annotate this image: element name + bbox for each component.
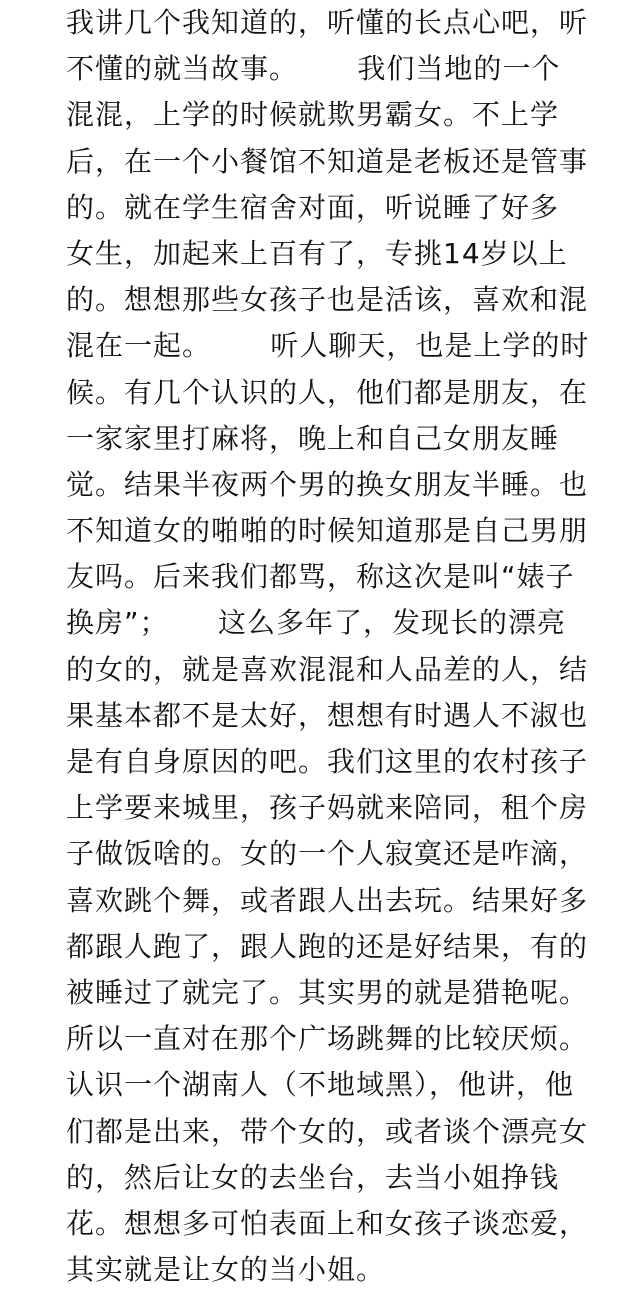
- text-line: 友吗。后来我们都骂，称这次是叫“婊子: [66, 560, 575, 594]
- text-line: 的，然后让女的去坐台，去当小姐挣钱: [66, 1160, 560, 1194]
- text-line: 喜欢跳个舞，或者跟人出去玩。结果好多: [66, 883, 589, 917]
- text-line: 花。想想多可怕表面上和女孩子谈恋爱，: [66, 1206, 589, 1240]
- text-line: 果基本都不是太好，想想有时遇人不淑也: [66, 698, 589, 732]
- text-line: 候。有几个认识的人，他们都是朋友，在: [66, 375, 589, 409]
- text-line: 不知道女的啪啪的时候知道那是自己男朋: [66, 514, 589, 548]
- text-line: 女生，加起来上百有了，专挑14岁以上: [66, 236, 568, 270]
- text-line: 不懂的就当故事。 我们当地的一个: [66, 52, 561, 86]
- text-line: 的女的，就是喜欢混混和人品差的人，结: [66, 652, 589, 686]
- text-line: 们都是出来，带个女的，或者谈个漂亮女: [66, 1114, 589, 1148]
- text-line: 后，在一个小餐馆不知道是老板还是管事: [66, 144, 589, 178]
- text-line: 混混，上学的时候就欺男霸女。不上学: [66, 98, 560, 132]
- text-line: 是有自身原因的吧。我们这里的农村孩子: [66, 745, 589, 778]
- text-line: 都跟人跑了，跟人跑的还是好结果，有的: [66, 929, 589, 963]
- text-line: 觉。结果半夜两个男的换女朋友半睡。也: [66, 467, 589, 501]
- article-body: [66, 0, 626, 1293]
- text-line: 的。就在学生宿舍对面，听说睡了好多: [66, 190, 560, 224]
- text-line: 我讲几个我知道的，听懂的长点心吧，听: [66, 6, 589, 39]
- text-line: 的。想想那些女孩子也是活该，喜欢和混: [66, 283, 589, 317]
- text-line: 上学要来城里，孩子妈就来陪同，租个房: [66, 791, 589, 825]
- text-line: 子做饭啥的。女的一个人寂寞还是咋滴，: [66, 837, 589, 871]
- text-line: 混在一起。 听人聊天，也是上学的时: [66, 329, 590, 363]
- text-line: 其实就是让女的当小姐。: [66, 1253, 386, 1287]
- text-line: 换房”； 这么多年了，发现长的漂亮: [66, 606, 567, 640]
- text-line: 认识一个湖南人（不地域黑），他讲，他: [66, 1068, 575, 1102]
- text-line: 所以一直对在那个广场跳舞的比较厌烦。: [66, 1022, 589, 1056]
- text-line: 一家家里打麻将，晚上和自己女朋友睡: [66, 421, 560, 455]
- text-line: 被睡过了就完了。其实男的就是猎艳呢。: [66, 975, 589, 1009]
